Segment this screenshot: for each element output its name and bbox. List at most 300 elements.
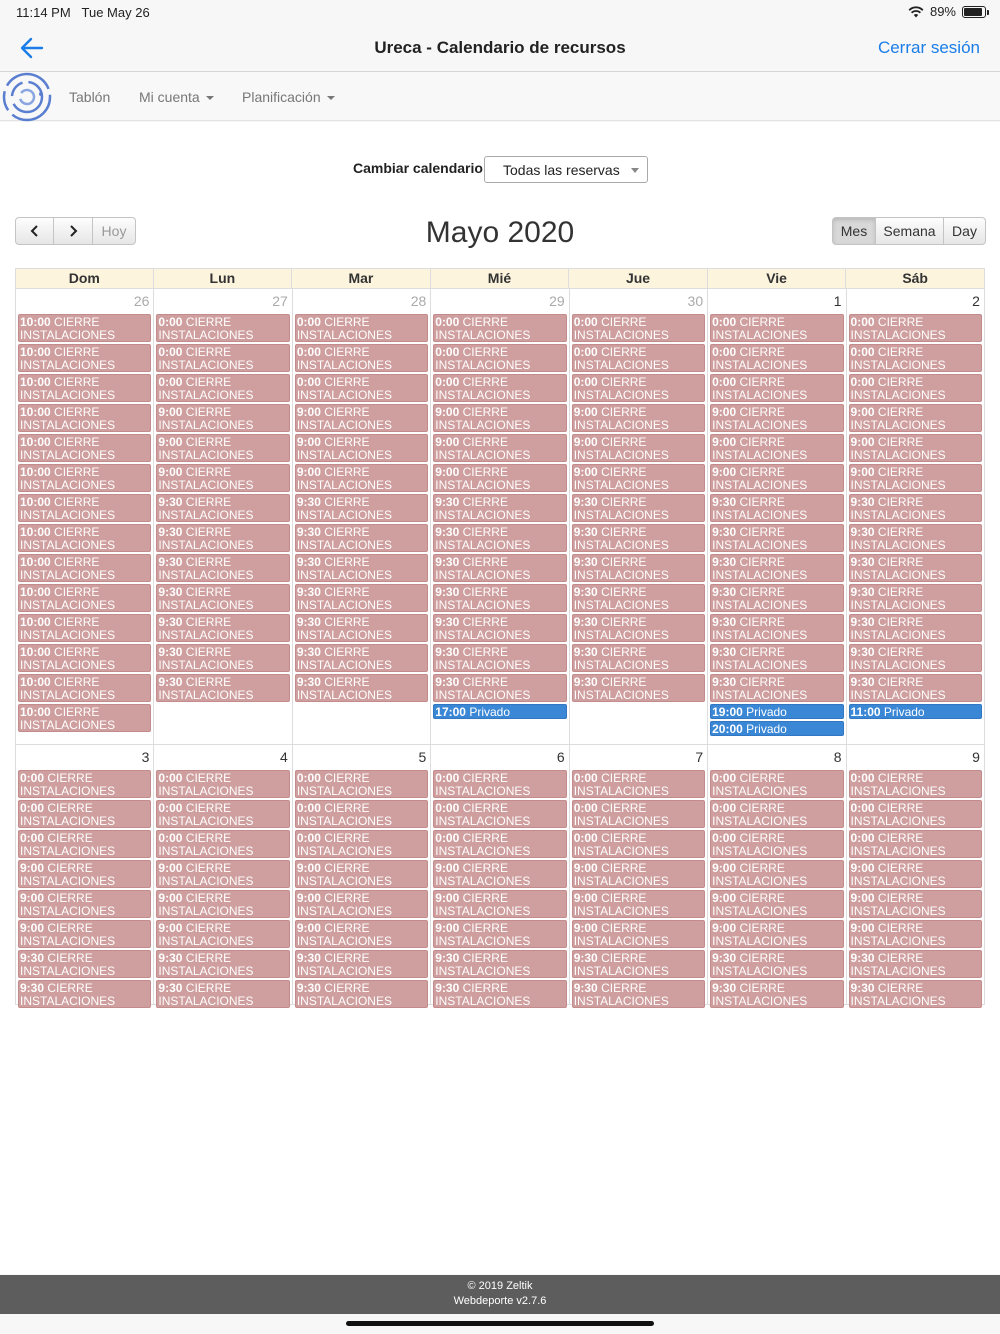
page-title: Ureca - Calendario de recursos [374,38,626,57]
event-closure[interactable] [433,920,566,948]
event-time: 9:30 [158,645,183,659]
event-private[interactable] [849,704,982,719]
event-closure[interactable] [849,524,982,552]
event-closure[interactable] [572,674,705,702]
event-closure[interactable] [433,674,566,702]
day-number[interactable]: 27 [272,293,288,309]
event-title: CIERRE INSTALACIONES [850,435,946,462]
event-closure[interactable] [849,344,982,372]
event-closure[interactable] [295,980,428,1008]
event-closure[interactable] [18,890,151,918]
event-closure[interactable] [849,800,982,828]
event-closure[interactable] [710,434,843,462]
event-time: 9:30 [158,525,183,539]
event-closure[interactable] [572,860,705,888]
event-closure[interactable] [156,314,289,342]
event-time: 9:30 [573,951,598,965]
event-private[interactable] [433,704,566,719]
event-closure[interactable] [18,770,151,798]
day-cell[interactable] [847,745,985,1008]
logout-link[interactable]: Cerrar sesión [877,38,980,57]
event-time: 10:00 [20,405,51,419]
event-time: 9:30 [712,555,737,569]
event-title: CIERRE INSTALACIONES [712,465,808,492]
event-closure[interactable] [156,800,289,828]
wifi-icon [908,6,924,18]
event-title: Privado [883,705,925,719]
event-closure[interactable] [295,494,428,522]
event-time: 0:00 [435,345,460,359]
event-title: CIERRE INSTALACIONES [435,675,531,702]
menu-item-mi-cuenta[interactable]: Mi cuenta [139,89,214,105]
event-closure[interactable] [849,434,982,462]
event-title: CIERRE INSTALACIONES [20,585,116,612]
event-closure[interactable] [156,404,289,432]
event-time: 9:00 [158,465,183,479]
event-closure[interactable] [433,434,566,462]
event-closure[interactable] [710,950,843,978]
event-closure[interactable] [849,920,982,948]
event-closure[interactable] [572,800,705,828]
event-closure[interactable] [710,830,843,858]
event-closure[interactable] [710,524,843,552]
event-time: 9:30 [712,585,737,599]
event-closure[interactable] [572,494,705,522]
view-month-button[interactable]: Mes [832,217,876,245]
app-logo[interactable] [0,73,56,121]
event-title: CIERRE INSTALACIONES [435,615,531,642]
event-title: CIERRE INSTALACIONES [850,555,946,582]
event-closure[interactable] [572,374,705,402]
calendar-grid [15,268,985,1008]
event-title: CIERRE INSTALACIONES [296,405,392,432]
event-title: CIERRE INSTALACIONES [20,645,116,672]
event-closure[interactable] [18,674,151,702]
event-title: CIERRE INSTALACIONES [712,801,808,828]
day-number[interactable]: 2 [972,293,980,309]
event-closure[interactable] [572,770,705,798]
event-time: 0:00 [296,801,321,815]
event-closure[interactable] [156,644,289,672]
event-time: 9:00 [158,435,183,449]
event-closure[interactable] [433,374,566,402]
event-time: 9:30 [850,645,875,659]
event-title: CIERRE INSTALACIONES [850,951,946,978]
event-time: 10:00 [20,375,51,389]
event-time: 0:00 [850,375,875,389]
event-closure[interactable] [18,800,151,828]
day-number[interactable]: 26 [133,293,150,309]
event-closure[interactable] [156,584,289,612]
day-cell[interactable] [708,289,846,745]
event-closure[interactable] [572,980,705,1008]
event-time: 0:00 [712,345,737,359]
event-closure[interactable] [849,980,982,1008]
event-closure[interactable] [849,374,982,402]
event-time: 0:00 [573,315,598,329]
event-time: 9:30 [435,615,460,629]
event-closure[interactable] [433,404,566,432]
event-title: CIERRE INSTALACIONES [850,405,946,432]
event-time: 0:00 [20,771,45,785]
weekday-header-cell: Sáb [846,268,985,289]
event-title: CIERRE INSTALACIONES [573,891,669,918]
event-closure[interactable] [849,314,982,342]
battery-percent: 89% [929,4,956,19]
event-closure[interactable] [18,860,151,888]
event-closure[interactable] [295,374,428,402]
event-closure[interactable] [433,344,566,372]
event-time: 9:30 [573,645,598,659]
day-number[interactable]: 3 [141,749,150,765]
event-title: CIERRE INSTALACIONES [158,831,254,858]
event-title: CIERRE INSTALACIONES [712,315,808,342]
event-title: CIERRE INSTALACIONES [158,345,254,372]
event-closure[interactable] [572,920,705,948]
event-time: 9:00 [296,465,321,479]
event-closure[interactable] [710,554,843,582]
event-closure[interactable] [156,494,289,522]
calendar-title: Mayo 2020 [425,216,575,249]
event-time: 17:00 [435,705,466,719]
event-closure[interactable] [849,890,982,918]
day-number[interactable]: 8 [833,749,842,765]
day-cell[interactable] [154,745,292,1008]
event-title: CIERRE INSTALACIONES [435,465,531,492]
event-closure[interactable] [295,800,428,828]
event-closure[interactable] [156,860,289,888]
event-title: CIERRE INSTALACIONES [850,861,946,888]
event-closure[interactable] [572,404,705,432]
event-closure[interactable] [710,920,843,948]
calendar-select[interactable]: Todas las reservas [484,156,648,183]
event-time: 9:30 [296,981,321,995]
event-title: CIERRE INSTALACIONES [296,981,392,1008]
event-closure[interactable] [156,524,289,552]
event-title: CIERRE INSTALACIONES [20,771,116,798]
event-time: 9:30 [158,585,183,599]
event-title: CIERRE INSTALACIONES [296,771,392,798]
event-closure[interactable] [156,980,289,1008]
day-cell[interactable] [293,289,431,745]
event-title: CIERRE INSTALACIONES [158,495,254,522]
event-closure[interactable] [18,644,151,672]
event-closure[interactable] [18,344,151,372]
event-closure[interactable] [156,434,289,462]
event-title: CIERRE INSTALACIONES [296,861,392,888]
day-number[interactable]: 4 [280,749,288,765]
menu-item-planificacion[interactable]: Planificación [242,89,335,105]
event-closure[interactable] [849,404,982,432]
event-closure[interactable] [433,800,566,828]
event-closure[interactable] [433,980,566,1008]
event-closure[interactable] [156,374,289,402]
day-cell[interactable] [431,289,569,745]
day-cell[interactable] [16,289,154,745]
event-closure[interactable] [295,860,428,888]
event-title: CIERRE INSTALACIONES [573,951,669,978]
event-title: CIERRE INSTALACIONES [712,771,808,798]
event-time: 9:00 [435,435,460,449]
event-time: 0:00 [573,771,598,785]
event-closure[interactable] [433,644,566,672]
event-title: CIERRE INSTALACIONES [158,801,254,828]
event-title: CIERRE INSTALACIONES [712,435,808,462]
event-closure[interactable] [295,404,428,432]
event-closure[interactable] [572,890,705,918]
event-closure[interactable] [710,614,843,642]
event-closure[interactable] [849,830,982,858]
event-closure[interactable] [433,860,566,888]
event-closure[interactable] [433,494,566,522]
event-closure[interactable] [295,890,428,918]
event-time: 0:00 [158,831,183,845]
event-closure[interactable] [710,644,843,672]
event-closure[interactable] [572,614,705,642]
event-closure[interactable] [433,890,566,918]
event-closure[interactable] [18,314,151,342]
event-closure[interactable] [710,404,843,432]
event-closure[interactable] [295,584,428,612]
event-closure[interactable] [849,464,982,492]
event-time: 9:30 [435,495,460,509]
event-title: CIERRE INSTALACIONES [712,525,808,552]
event-title: CIERRE INSTALACIONES [158,771,254,798]
event-closure[interactable] [156,344,289,372]
day-number[interactable]: 29 [549,293,565,309]
event-closure[interactable] [572,464,705,492]
event-closure[interactable] [18,434,151,462]
event-closure[interactable] [710,314,843,342]
event-closure[interactable] [572,584,705,612]
event-time: 9:00 [20,891,45,905]
event-closure[interactable] [18,374,151,402]
event-time: 9:00 [573,891,598,905]
day-number[interactable]: 5 [418,749,427,765]
weekday-header-cell: Lun [154,268,293,289]
day-cell[interactable] [293,745,431,1008]
event-title: CIERRE INSTALACIONES [158,555,254,582]
day-number[interactable]: 28 [410,293,427,309]
event-time: 9:00 [435,405,460,419]
event-time: 9:30 [158,981,183,995]
event-closure[interactable] [572,434,705,462]
event-closure[interactable] [433,584,566,612]
day-cell[interactable] [431,745,569,1008]
event-time: 9:00 [712,921,737,935]
today-button[interactable]: Hoy [93,217,136,245]
event-title: CIERRE INSTALACIONES [158,981,254,1008]
event-closure[interactable] [295,524,428,552]
event-time: 9:00 [712,891,737,905]
event-closure[interactable] [710,890,843,918]
view-day-button[interactable]: Day [944,217,986,245]
event-closure[interactable] [18,920,151,948]
event-time: 10:00 [20,615,51,629]
event-closure[interactable] [18,524,151,552]
event-closure[interactable] [849,494,982,522]
event-closure[interactable] [572,314,705,342]
event-closure[interactable] [156,554,289,582]
event-closure[interactable] [710,800,843,828]
event-closure[interactable] [156,920,289,948]
event-title: CIERRE INSTALACIONES [435,525,531,552]
event-time: 9:00 [712,435,737,449]
event-time: 9:00 [850,405,875,419]
event-closure[interactable] [710,770,843,798]
event-closure[interactable] [572,524,705,552]
day-cell[interactable] [154,289,292,745]
day-cell[interactable] [570,745,708,1008]
event-closure[interactable] [18,464,151,492]
event-closure[interactable] [18,494,151,522]
event-closure[interactable] [156,614,289,642]
event-title: CIERRE INSTALACIONES [435,315,531,342]
event-closure[interactable] [295,674,428,702]
event-closure[interactable] [849,770,982,798]
day-number[interactable]: 6 [556,749,565,765]
event-closure[interactable] [18,584,151,612]
event-closure[interactable] [572,644,705,672]
event-title: CIERRE INSTALACIONES [712,891,808,918]
event-title: CIERRE INSTALACIONES [573,435,669,462]
event-private[interactable] [710,721,843,736]
day-cell[interactable] [708,745,846,1008]
event-title: CIERRE INSTALACIONES [20,705,116,732]
event-closure[interactable] [849,614,982,642]
event-closure[interactable] [572,830,705,858]
day-cell[interactable] [16,745,154,1008]
event-time: 9:00 [158,891,183,905]
event-closure[interactable] [295,614,428,642]
event-title: CIERRE INSTALACIONES [20,465,116,492]
event-closure[interactable] [849,584,982,612]
main-content [0,122,1000,1274]
event-closure[interactable] [849,554,982,582]
event-time: 9:30 [850,495,875,509]
event-time: 0:00 [158,771,183,785]
day-number[interactable]: 7 [695,749,704,765]
day-cell[interactable] [847,289,985,745]
event-closure[interactable] [849,860,982,888]
event-closure[interactable] [295,314,428,342]
event-title: CIERRE INSTALACIONES [850,525,946,552]
event-closure[interactable] [18,404,151,432]
event-time: 9:30 [712,951,737,965]
event-closure[interactable] [433,524,566,552]
event-closure[interactable] [18,830,151,858]
event-closure[interactable] [710,464,843,492]
event-time: 9:00 [296,921,321,935]
event-closure[interactable] [433,950,566,978]
event-closure[interactable] [295,554,428,582]
event-closure[interactable] [18,614,151,642]
event-closure[interactable] [433,554,566,582]
event-closure[interactable] [849,644,982,672]
event-title: CIERRE INSTALACIONES [850,465,946,492]
day-cell[interactable] [570,289,708,745]
event-title: CIERRE INSTALACIONES [296,645,392,672]
event-title: CIERRE INSTALACIONES [435,555,531,582]
day-number[interactable]: 1 [833,293,842,309]
event-private[interactable] [710,704,843,719]
event-closure[interactable] [572,950,705,978]
event-closure[interactable] [156,674,289,702]
event-closure[interactable] [433,770,566,798]
event-title: CIERRE INSTALACIONES [850,645,946,672]
event-title: CIERRE INSTALACIONES [435,405,531,432]
event-closure[interactable] [295,464,428,492]
event-time: 10:00 [20,435,51,449]
event-title: CIERRE INSTALACIONES [435,585,531,612]
event-closure[interactable] [572,554,705,582]
event-closure[interactable] [849,950,982,978]
event-closure[interactable] [156,770,289,798]
event-closure[interactable] [710,344,843,372]
event-closure[interactable] [295,434,428,462]
event-time: 9:30 [712,615,737,629]
event-closure[interactable] [156,950,289,978]
event-closure[interactable] [710,980,843,1008]
day-number[interactable]: 9 [972,749,980,765]
event-closure[interactable] [710,584,843,612]
event-title: CIERRE INSTALACIONES [573,675,669,702]
footer-version: Webdeporte v2.7.6 [453,1295,547,1307]
event-time: 0:00 [573,345,598,359]
event-closure[interactable] [156,830,289,858]
event-closure[interactable] [710,674,843,702]
event-title: CIERRE INSTALACIONES [712,495,808,522]
event-closure[interactable] [18,950,151,978]
event-closure[interactable] [433,830,566,858]
event-closure[interactable] [156,890,289,918]
menu-item-tablon[interactable]: Tablón [69,89,111,105]
event-closure[interactable] [710,860,843,888]
event-closure[interactable] [433,614,566,642]
event-closure[interactable] [433,464,566,492]
event-closure[interactable] [295,830,428,858]
event-title: CIERRE INSTALACIONES [296,831,392,858]
event-time: 9:30 [20,951,45,965]
event-time: 9:00 [712,861,737,875]
event-closure[interactable] [18,980,151,1008]
event-closure[interactable] [18,704,151,732]
event-time: 9:00 [435,465,460,479]
event-closure[interactable] [710,374,843,402]
event-closure[interactable] [295,644,428,672]
event-title: CIERRE INSTALACIONES [435,891,531,918]
event-closure[interactable] [572,344,705,372]
day-number[interactable]: 30 [687,293,704,309]
event-title: CIERRE INSTALACIONES [20,345,116,372]
event-closure[interactable] [710,494,843,522]
event-closure[interactable] [295,920,428,948]
event-closure[interactable] [156,464,289,492]
event-closure[interactable] [18,554,151,582]
event-closure[interactable] [849,674,982,702]
event-time: 9:30 [712,675,737,689]
event-time: 10:00 [20,495,51,509]
event-closure[interactable] [295,344,428,372]
event-title: CIERRE INSTALACIONES [20,801,116,828]
event-closure[interactable] [295,950,428,978]
event-time: 9:00 [158,921,183,935]
event-closure[interactable] [433,314,566,342]
view-week-button[interactable]: Semana [876,217,944,245]
event-title: CIERRE INSTALACIONES [850,831,946,858]
event-time: 10:00 [20,555,51,569]
event-closure[interactable] [295,770,428,798]
